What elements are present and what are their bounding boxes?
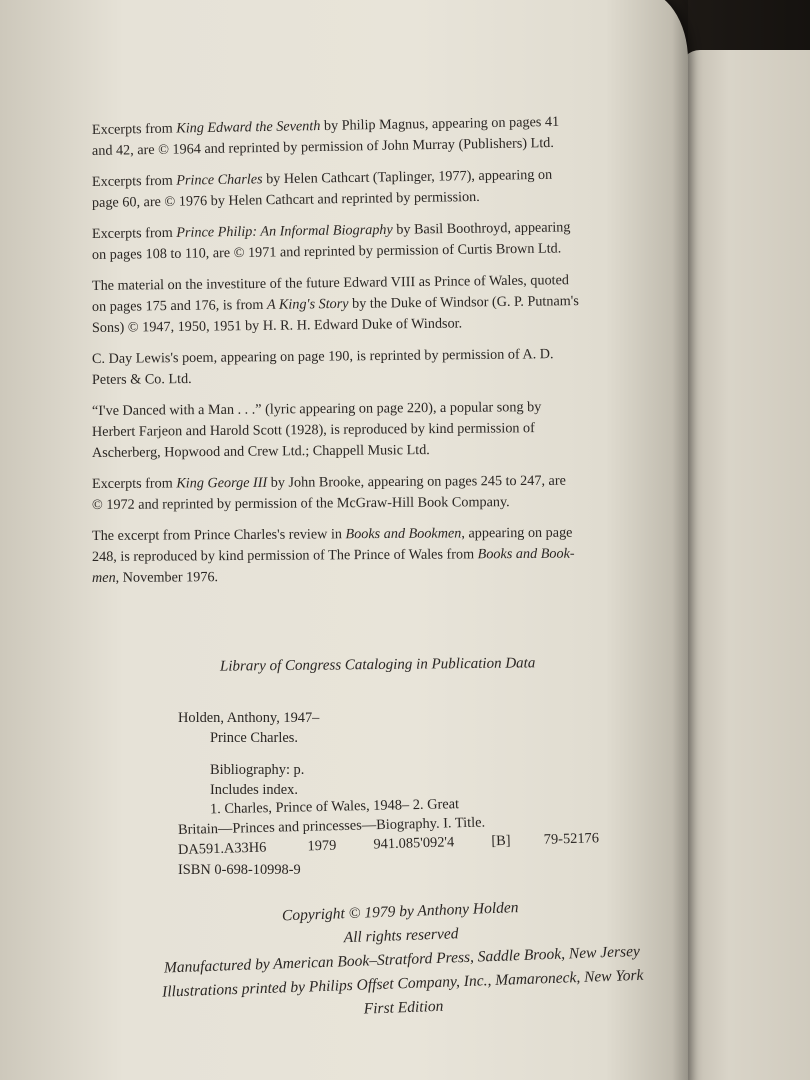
text-segment: by Philip Magnus, appearing on pages 41: [320, 113, 560, 135]
text-segment: The excerpt from Prince Charles's review in: [91, 526, 346, 544]
cip-index-note: Includes index.: [210, 782, 298, 798]
text-segment: by the Duke of Windsor (G. P. Putnam's: [348, 293, 579, 312]
acknowledgment-line: [92, 438, 662, 464]
text-segment: A King's Story: [266, 295, 349, 313]
acknowledgment-paragraph: [91, 219, 662, 266]
text-segment: King Edward the Seventh: [176, 118, 321, 137]
manufacturer-line: Manufactured by American Book–Stratford Press, Saddle Brook, New Jersey: [163, 942, 641, 977]
cip-call-number: DA591.A33H6: [177, 839, 267, 858]
cip-author: Holden, Anthony, 1947–: [178, 710, 320, 726]
text-segment: and 42, are © 1964 and reprinted by permission of John Murray (Publishers) Ltd.: [91, 134, 554, 159]
text-segment: Herbert Farjeon and Harold Scott (1928), is reproduced by kind permission of: [91, 420, 535, 440]
text-segment: Sons) © 1947, 1950, 1951 by H. R. H. Edward Duke of Windsor.: [91, 315, 463, 336]
text-segment: by Helen Cathcart (Taplinger, 1977), appearing on: [262, 166, 553, 188]
acknowledgment-line: [92, 491, 662, 516]
cip-lccn: 79-52176: [543, 830, 600, 848]
edition-line: First Edition: [363, 997, 444, 1018]
text-segment: King George III: [176, 474, 268, 492]
rights-line: All rights reserved: [343, 925, 459, 947]
acknowledgment-paragraph: [91, 346, 662, 391]
text-segment: , November 1976.: [115, 569, 219, 586]
text-segment: “I've Danced with a Man . . .” (lyric appearing on page 220), a popular song by: [91, 399, 542, 419]
text-segment: Prince Charles: [176, 171, 263, 189]
acknowledgment-paragraph: [91, 272, 662, 339]
text-segment: by John Brooke, appearing on pages 245 to 247, are: [267, 472, 566, 491]
text-segment: men: [91, 569, 116, 586]
cip-book-title: Prince Charles.: [210, 730, 298, 746]
cip-code: [B]: [491, 832, 511, 850]
copyright-block: [120, 890, 684, 1029]
cip-bibliography: Bibliography: p.: [210, 762, 305, 778]
text-segment: 248, is reproduced by kind permission of The Prince of Wales from: [91, 546, 478, 565]
cip-record: [178, 708, 599, 880]
text-segment: Excerpts from: [91, 475, 177, 492]
text-segment: Ascherberg, Hopwood and Crew Ltd.; Chappell Music Ltd.: [91, 442, 430, 461]
cip-year: 1979: [307, 837, 337, 855]
cip-heading: Library of Congress Cataloging in Publication Data: [219, 655, 536, 675]
acknowledgment-paragraph: [91, 113, 662, 162]
acknowledgment-line: [92, 564, 662, 589]
text-segment: The material on the investiture of the future Edward VIII as Prince of Wales, quoted: [91, 272, 570, 294]
text-segment: on pages 175 and 176, is from: [91, 296, 268, 315]
text-segment: by Basil Boothroyd, appearing: [392, 219, 571, 238]
text-segment: © 1972 and reprinted by permission of the McGraw-Hill Book Company.: [91, 494, 510, 513]
text-segment: Excerpts from: [91, 120, 177, 138]
acknowledgment-paragraph: [91, 166, 662, 214]
text-segment: Peters & Co. Ltd.: [91, 370, 192, 388]
text-segment: Books and Bookmen: [345, 525, 462, 543]
acknowledgment-paragraph: [92, 401, 662, 464]
text-segment: Excerpts from: [91, 172, 177, 190]
acknowledgments-section: [91, 113, 662, 599]
cip-subjects-line1: 1. Charles, Prince of Wales, 1948– 2. Great: [209, 796, 460, 818]
text-segment: , appearing on page: [461, 524, 573, 542]
facing-page-edge: [680, 50, 810, 1080]
copyright-line: Copyright © 1979 by Anthony Holden: [281, 899, 519, 925]
text-segment: Books and Book-: [477, 545, 575, 563]
acknowledgment-paragraph: [92, 526, 662, 589]
acknowledgment-paragraph: [92, 474, 662, 516]
cip-dewey: 941.085'092'4: [373, 834, 455, 853]
illustrations-line: Illustrations printed by Philips Offset Company, Inc., Mamaroneck, New York: [161, 966, 644, 1001]
text-segment: on pages 108 to 110, are © 1971 and reprinted by permission of Curtis Brown Ltd.: [91, 240, 562, 263]
cip-isbn: ISBN 0-698-10998-9: [178, 862, 301, 878]
cip-subjects-line2: Britain—Princes and princesses—Biography. I. Title.: [177, 814, 486, 838]
text-segment: C. Day Lewis's poem, appearing on page 190, is reprinted by permission of A. D.: [91, 346, 554, 367]
text-segment: Prince Philip: An Informal Biography: [176, 221, 393, 241]
text-segment: page 60, are © 1976 by Helen Cathcart and reprinted by permission.: [91, 188, 480, 211]
text-segment: Excerpts from: [91, 224, 177, 242]
